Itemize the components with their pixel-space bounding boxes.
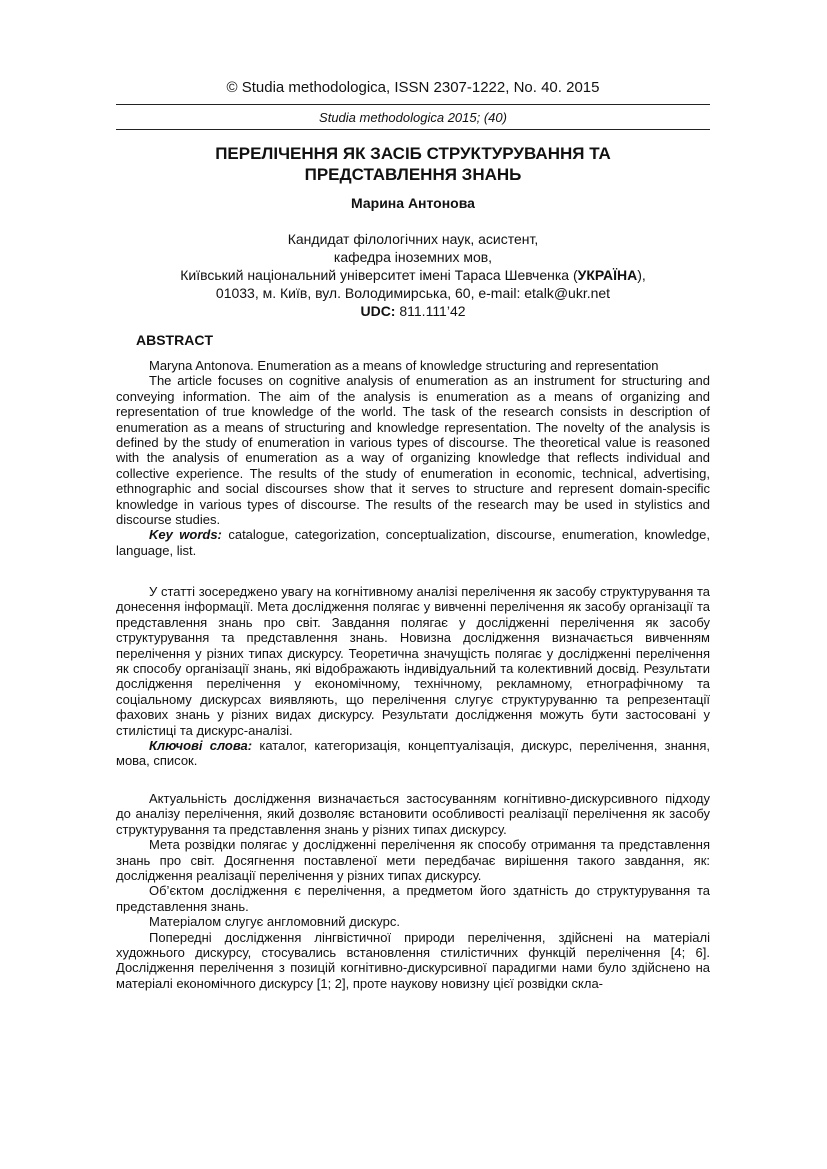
- body-paragraph-5: Попередні дослідження лінгвістичної природи перелічення, здійснені на матеріалі художнього дискурсу, стосувались встановлення стилістичних функцій перелічення [4; 6]. Дослідження перелічення з позицій когнітивно-дискурсивної парадигми нами було здійснено на матеріалі економічного дискурсу [1; 2], проте наукову новизну цієї розвідки скла-: [116, 929, 710, 991]
- udc-line: [116, 302, 710, 320]
- abstract-heading: ABSTRACT: [136, 332, 213, 348]
- affiliation-line-2: кафедра іноземних мов,: [333, 249, 493, 265]
- affiliation: [116, 230, 710, 320]
- abstract-ua: [116, 584, 710, 769]
- journal-header: © Studia methodologica, ISSN 2307-1222, No. 40. 2015: [226, 79, 600, 96]
- header-rule-top: [116, 104, 710, 105]
- ua-keywords-label: Ключові слова:: [149, 738, 253, 754]
- running-head: Studia methodologica 2015; (40): [319, 110, 507, 125]
- abstract-body: The article focuses on cognitive analysis of enumeration as an instrument for structuring and conveying information. The aim of the analysis is enumeration as a means of organizing and representation of true knowledge of the world. The task of the research consists in description of enumeration as a means of structuring and knowledge representation. The novelty of the analysis is defined by the study of enumeration in various types of discourse. The theoretical value is reasoned with the analysis of enumeration as a way of organizing knowledge that reflects individual and collective experience. The results of the study of enumeration in economic, technical, advertising, ethnographic and social discourses show that it serves to structure and represent domain-specific knowledge in various types of discourse. The results of the research may be used in stylistics and discourse studies.: [116, 373, 710, 528]
- body-paragraph-1: Актуальність дослідження визначається застосуванням когнітивно-дискурсивного підходу до аналізу перелічення, який дозволяє встановити особливості реалізації перелічення як засобу структурування та представлення знань у різних типах дискурсу.: [116, 791, 710, 837]
- body-paragraph-2: Мета розвідки полягає у дослідженні перелічення як способу отримання та представлення знань про світ. Досягнення поставленої мети передбачає вирішення такого завдання, як: дослідження реалізації перелічення у різних типах дискурсу.: [116, 837, 710, 884]
- abstract-keywords: [116, 527, 710, 558]
- header-rule-bottom: [116, 129, 710, 130]
- article-title: [116, 143, 710, 185]
- affiliation-line-3: [116, 266, 710, 284]
- title-line-2: ПРЕДСТАВЛЕННЯ ЗНАНЬ: [304, 165, 522, 184]
- abstract-citation: Maryna Antonova. Enumeration as a means of knowledge structuring and representation: [149, 358, 659, 373]
- udc-label: UDC:: [360, 303, 396, 319]
- article-body: [116, 791, 710, 991]
- body-paragraph-3: Об’єктом дослідження є перелічення, а предметом його здатність до структурування та представлення знань.: [116, 883, 710, 914]
- university-name: Київський національний університет імені Тараса Шевченка (: [180, 267, 578, 283]
- ua-keywords: [116, 738, 710, 769]
- abstract-en: [116, 358, 710, 558]
- country: УКРАЇНА: [577, 267, 638, 283]
- title-line-1: ПЕРЕЛІЧЕННЯ ЯК ЗАСІБ СТРУКТУРУВАННЯ ТА: [215, 144, 611, 163]
- body-paragraph-4: Матеріалом слугує англомовний дискурс.: [149, 914, 400, 930]
- keywords-label: Key words:: [149, 527, 222, 543]
- affiliation-close: ),: [637, 267, 646, 283]
- ua-abstract-body: У статті зосереджено увагу на когнітивному аналізі перелічення як засобу структурування та донесення інформації. Мета дослідження полягає у вивченні перелічення як засобу організації та представлення знань про світ. Завдання полягає у дослідженні перелічення як засобу структурування та представлення знань. Новизна дослідження визначається вивченням перелічення у різних типах дискурсу. Теоретична значущість полягає у дослідженні перелічення як способу організації знань, які відображають індивідуальний та колективний досвід. Результати дослідження перелічення у економічному, технічному, рекламному, етнографічному та соціальному дискурсах виявляють, що перелічення слугує структуруванню та репрезентації фахових знань у різних видах дискурсу. Результати дослідження можуть бути застосовані у стилістиці та дискурс-аналізі.: [116, 584, 710, 738]
- ua-keywords-list: каталог, категоризація, концептуалізація, дискурс, перелічення, знання, мова, список.: [116, 738, 710, 769]
- affiliation-line-1: Кандидат філологічних наук, асистент,: [287, 231, 539, 247]
- keywords-list: catalogue, categorization, conceptualization, discourse, enumeration, knowledge, language, list.: [116, 527, 711, 558]
- udc-value: 811.111’42: [395, 303, 466, 319]
- author-name: Марина Антонова: [351, 195, 475, 211]
- affiliation-address: 01033, м. Київ, вул. Володимирська, 60, e-mail: etalk@ukr.net: [215, 285, 611, 301]
